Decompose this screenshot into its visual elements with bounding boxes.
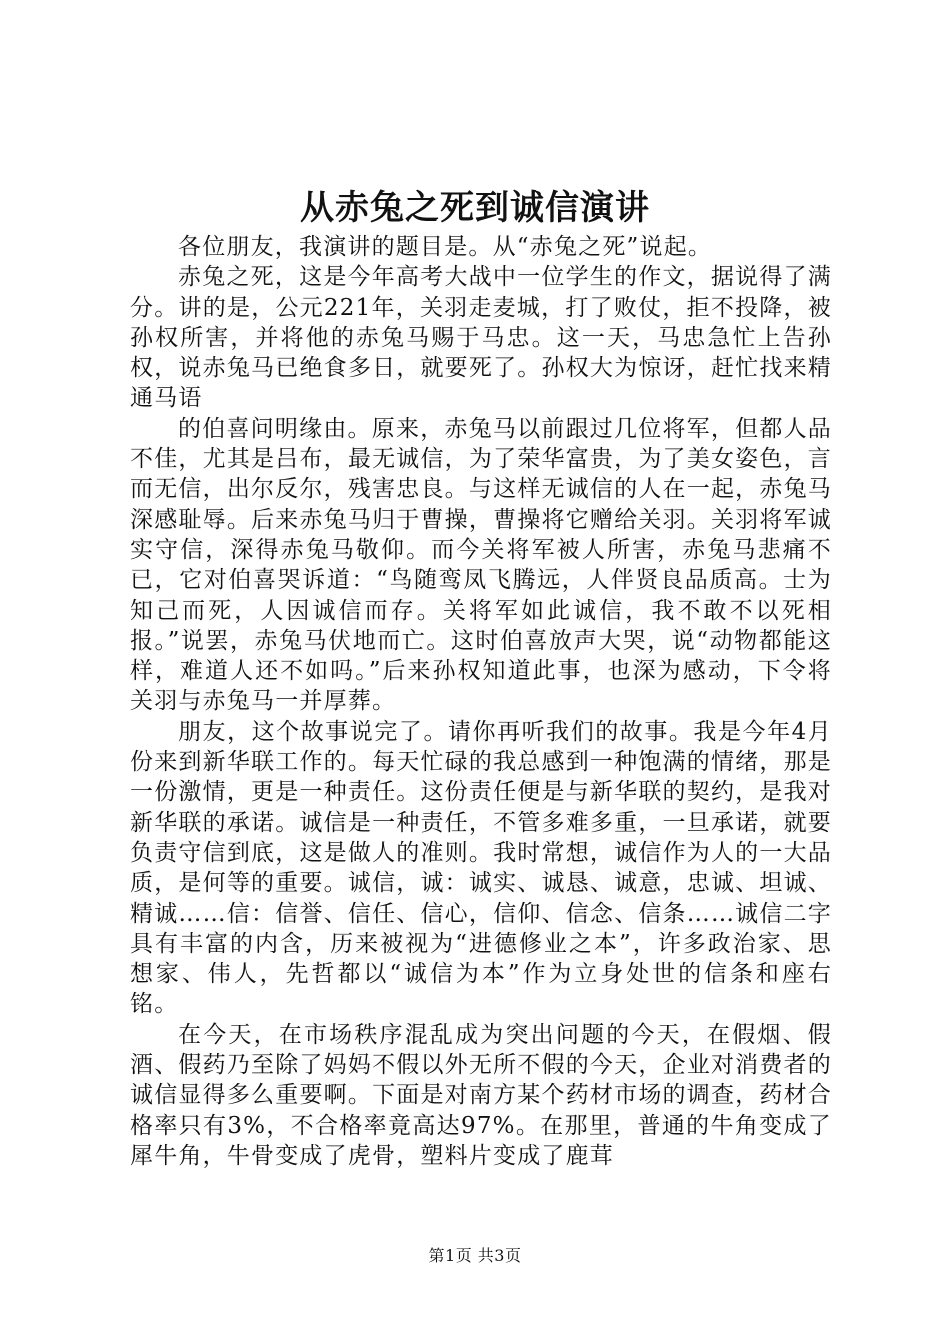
paragraph-2: 赤兔之死，这是今年高考大战中一位学生的作文，据说得了满分。讲的是，公元221年，关羽走麦城，打了败仗，拒不投降，被孙权所害，并将他的赤兔马赐于马忠。这一天，马忠急忙上告孙权，说赤兔马已绝食多日，就要死了。孙权大为惊讶，赶忙找来精通马语	[130, 264, 832, 412]
document-body	[130, 232, 832, 1171]
paragraph-4: 朋友，这个故事说完了。请你再听我们的故事。我是今年4月份来到新华联工作的。每天忙碌的我总感到一种饱满的情绪，那是一份激情，更是一种责任。这份责任便是与新华联的契约，是我对新华联的承诺。诚信是一种责任，不管多难多重，一旦承诺，就要负责守信到底，这是做人的准则。我时常想，诚信作为人的一大品质，是何等的重要。诚信，诚：诚实、诚恳、诚意，忠诚、坦诚、精诚……信：信誉、信任、信心，信仰、信念、信条……诚信二字具有丰富的内含，历来被视为“进德修业之本”，许多政治家、思想家、伟人，先哲都以“诚信为本”作为立身处世的信条和座右铭。	[130, 718, 832, 1018]
paragraph-3: 的伯喜问明缘由。原来，赤兔马以前跟过几位将军，但都人品不佳，尤其是吕布，最无诚信，为了荣华富贵，为了美女姿色，言而无信，出尔反尔，残害忠良。与这样无诚信的人在一起，赤兔马深感耻辱。后来赤兔马归于曹操，曹操将它赠给关羽。关羽将军诚实守信，深得赤兔马敬仰。而今关将军被人所害，赤兔马悲痛不已，它对伯喜哭诉道：“鸟随鸾凤飞腾远，人伴贤良品质高。士为知己而死，人因诚信而存。关将军如此诚信，我不敢不以死相报。”说罢，赤兔马伏地而亡。这时伯喜放声大哭，说“动物都能这样，难道人还不如吗。”后来孙权知道此事，也深为感动，下令将关羽与赤兔马一并厚葬。	[130, 415, 832, 715]
document-title: 从赤兔之死到诚信演讲	[300, 188, 650, 228]
paragraph-5: 在今天，在市场秩序混乱成为突出问题的今天，在假烟、假酒、假药乃至除了妈妈不假以外无所不假的今天，企业对消费者的诚信显得多么重要啊。下面是对南方某个药材市场的调查，药材合格率只有3%，不合格率竟高达97%。在那里，普通的牛角变成了犀牛角，牛骨变成了虎骨，塑料片变成了鹿茸	[130, 1021, 832, 1169]
paragraph-1: 各位朋友，我演讲的题目是。从“赤兔之死”说起。	[178, 234, 713, 260]
page-footer: 第1页 共3页	[428, 1246, 522, 1265]
